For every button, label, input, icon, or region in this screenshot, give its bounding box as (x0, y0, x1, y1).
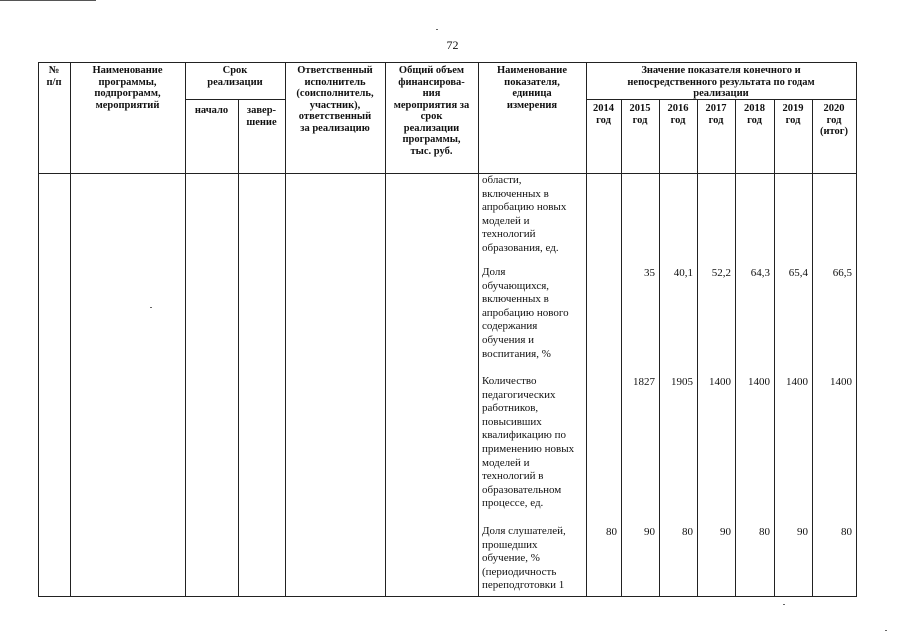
text-line: моделей и (482, 214, 530, 227)
table-right-border (856, 62, 857, 597)
header-line: Общий объем (398, 65, 465, 76)
text-line: включенных в (482, 187, 549, 200)
header-line: программы, (98, 76, 157, 88)
text-line: технологий (482, 228, 536, 241)
text-line: процессе, ед. (482, 497, 544, 510)
header-line: реализации (207, 76, 263, 88)
scan-edge-mark (0, 0, 96, 1)
header-line: (соисполнитель, (296, 88, 374, 99)
col-divider (735, 99, 736, 597)
header-line: Ответственный (297, 65, 373, 76)
value-2015: 35 (644, 267, 655, 279)
text-line: образовательном (482, 483, 562, 496)
header-line: шение (246, 116, 277, 128)
header-year-2016 (659, 103, 697, 126)
text-line: включенных в (482, 293, 549, 306)
header-responsible (285, 65, 385, 134)
text-line: Доля слушателей, (482, 525, 566, 537)
value-2019: 65,4 (788, 267, 808, 279)
header-line: участник), (309, 99, 361, 111)
header-year-2019 (774, 103, 812, 126)
value-2015: 1827 (633, 376, 655, 388)
col-divider (70, 62, 71, 597)
text-line: образования, ед. (482, 241, 559, 254)
header-financing (385, 65, 478, 157)
header-line: реализации (403, 122, 460, 134)
text-line: обучение, % (482, 552, 540, 565)
header-term-end (238, 105, 285, 128)
term-subheader-border (185, 99, 285, 100)
header-line: за реализацию (300, 122, 370, 134)
header-year-2015 (621, 103, 659, 126)
col-divider (238, 99, 239, 597)
header-values (586, 65, 856, 100)
header-bottom-border (38, 173, 856, 174)
text-line: повысивших (482, 415, 542, 428)
header-line: срок (420, 111, 443, 122)
header-line: Срок (222, 65, 248, 76)
scan-speck (150, 307, 152, 308)
value-2020: 80 (841, 526, 852, 538)
text-line: моделей и (482, 456, 530, 469)
header-line: Наименование (92, 65, 163, 76)
header-line: Значение показателя конечного и (641, 65, 801, 76)
text-line: технологий в (482, 470, 544, 483)
header-line: ния (422, 88, 441, 99)
header-line: финансирова- (398, 76, 465, 88)
text-line: содержания (482, 320, 538, 333)
header-line: 2016 (667, 103, 689, 114)
header-line: начало (194, 105, 229, 116)
value-2016: 1905 (671, 376, 693, 388)
header-line: 2014 (593, 103, 614, 114)
header-term-start (185, 105, 238, 117)
header-line: мероприятий (95, 99, 160, 111)
header-line: мероприятия за (393, 99, 470, 111)
value-2017: 52,2 (711, 267, 731, 279)
header-line: измерения (506, 99, 558, 111)
value-2019: 90 (797, 526, 808, 538)
header-line: ответственный (298, 111, 372, 122)
header-line: исполнитель (304, 76, 366, 88)
text-line: работников, (482, 402, 539, 415)
header-year-2017 (697, 103, 735, 126)
text-line: области, (482, 174, 522, 186)
scan-speck (885, 630, 887, 631)
col-divider (285, 62, 286, 597)
header-line: год (670, 114, 686, 126)
scan-speck (436, 29, 438, 30)
header-line: Наименование (497, 65, 567, 76)
indicator-text (482, 375, 574, 511)
text-line: прошедших (482, 538, 538, 551)
header-line: единица (512, 88, 552, 99)
text-line: Количество (482, 375, 537, 387)
value-2020: 66,5 (832, 267, 852, 279)
header-line: № (48, 65, 60, 76)
header-year-2020 (812, 103, 856, 138)
header-line: показателя, (504, 76, 560, 88)
value-2016: 40,1 (673, 267, 693, 279)
header-line: год (747, 114, 762, 126)
text-line: (периодичность (482, 565, 557, 578)
header-line: год (708, 114, 724, 126)
value-2017: 1400 (709, 376, 731, 388)
text-line: педагогических (482, 388, 556, 401)
header-line: непосредственного результата по годам (627, 76, 815, 88)
indicator-text (482, 525, 566, 593)
scan-speck (783, 604, 785, 605)
col-divider (621, 99, 622, 597)
table-top-border (38, 62, 856, 63)
text-line: применению новых (482, 442, 575, 455)
value-2015: 90 (644, 526, 655, 538)
value-2020: 1400 (830, 376, 852, 388)
header-line: 2017 (705, 103, 727, 114)
table-bottom-border (38, 596, 856, 597)
text-line: квалификацию по (482, 429, 566, 442)
header-program-name (70, 65, 185, 111)
value-2018: 64,3 (750, 267, 770, 279)
value-2018: 80 (759, 526, 770, 538)
indicator-text (482, 266, 569, 361)
header-line: год (826, 114, 842, 126)
col-divider (774, 99, 775, 597)
header-line: тыс. руб. (410, 145, 453, 157)
header-line: завер- (246, 105, 277, 116)
indicator-text (482, 174, 566, 256)
text-line: апробацию нового (482, 306, 569, 319)
value-2016: 80 (682, 526, 693, 538)
header-indicator (478, 65, 586, 111)
header-term (185, 65, 285, 88)
text-line: обучающихся, (482, 279, 550, 292)
header-line: 2015 (629, 103, 651, 114)
value-2017: 90 (720, 526, 731, 538)
value-2014: 80 (606, 526, 617, 538)
table-left-border (38, 62, 39, 597)
col-divider (586, 62, 587, 597)
text-line: Доля (482, 266, 506, 278)
col-divider (697, 99, 698, 597)
col-divider (812, 99, 813, 597)
header-line: реализации (693, 88, 749, 99)
header-line: подпрограмм, (94, 88, 161, 99)
value-2019: 1400 (786, 376, 808, 388)
text-line: воспитания, % (482, 347, 551, 360)
header-year-2018 (735, 103, 774, 126)
header-line: программы, (402, 134, 461, 145)
header-line: год (596, 114, 611, 126)
header-line: (итог) (819, 126, 849, 137)
text-line: переподготовки 1 (482, 579, 565, 592)
col-divider (478, 62, 479, 597)
text-line: обучения и (482, 333, 535, 346)
col-divider (659, 99, 660, 597)
col-divider (185, 62, 186, 597)
header-year-2014 (586, 103, 621, 126)
text-line: апробацию новых (482, 201, 567, 214)
header-line: 2020 (823, 103, 845, 114)
header-line: 2018 (744, 103, 765, 114)
header-line: год (632, 114, 648, 126)
header-line: п/п (46, 76, 62, 88)
value-2018: 1400 (748, 376, 770, 388)
header-line: год (785, 114, 801, 126)
page-number: 72 (446, 38, 459, 52)
header-line: 2019 (782, 103, 804, 114)
header-number (38, 65, 70, 88)
